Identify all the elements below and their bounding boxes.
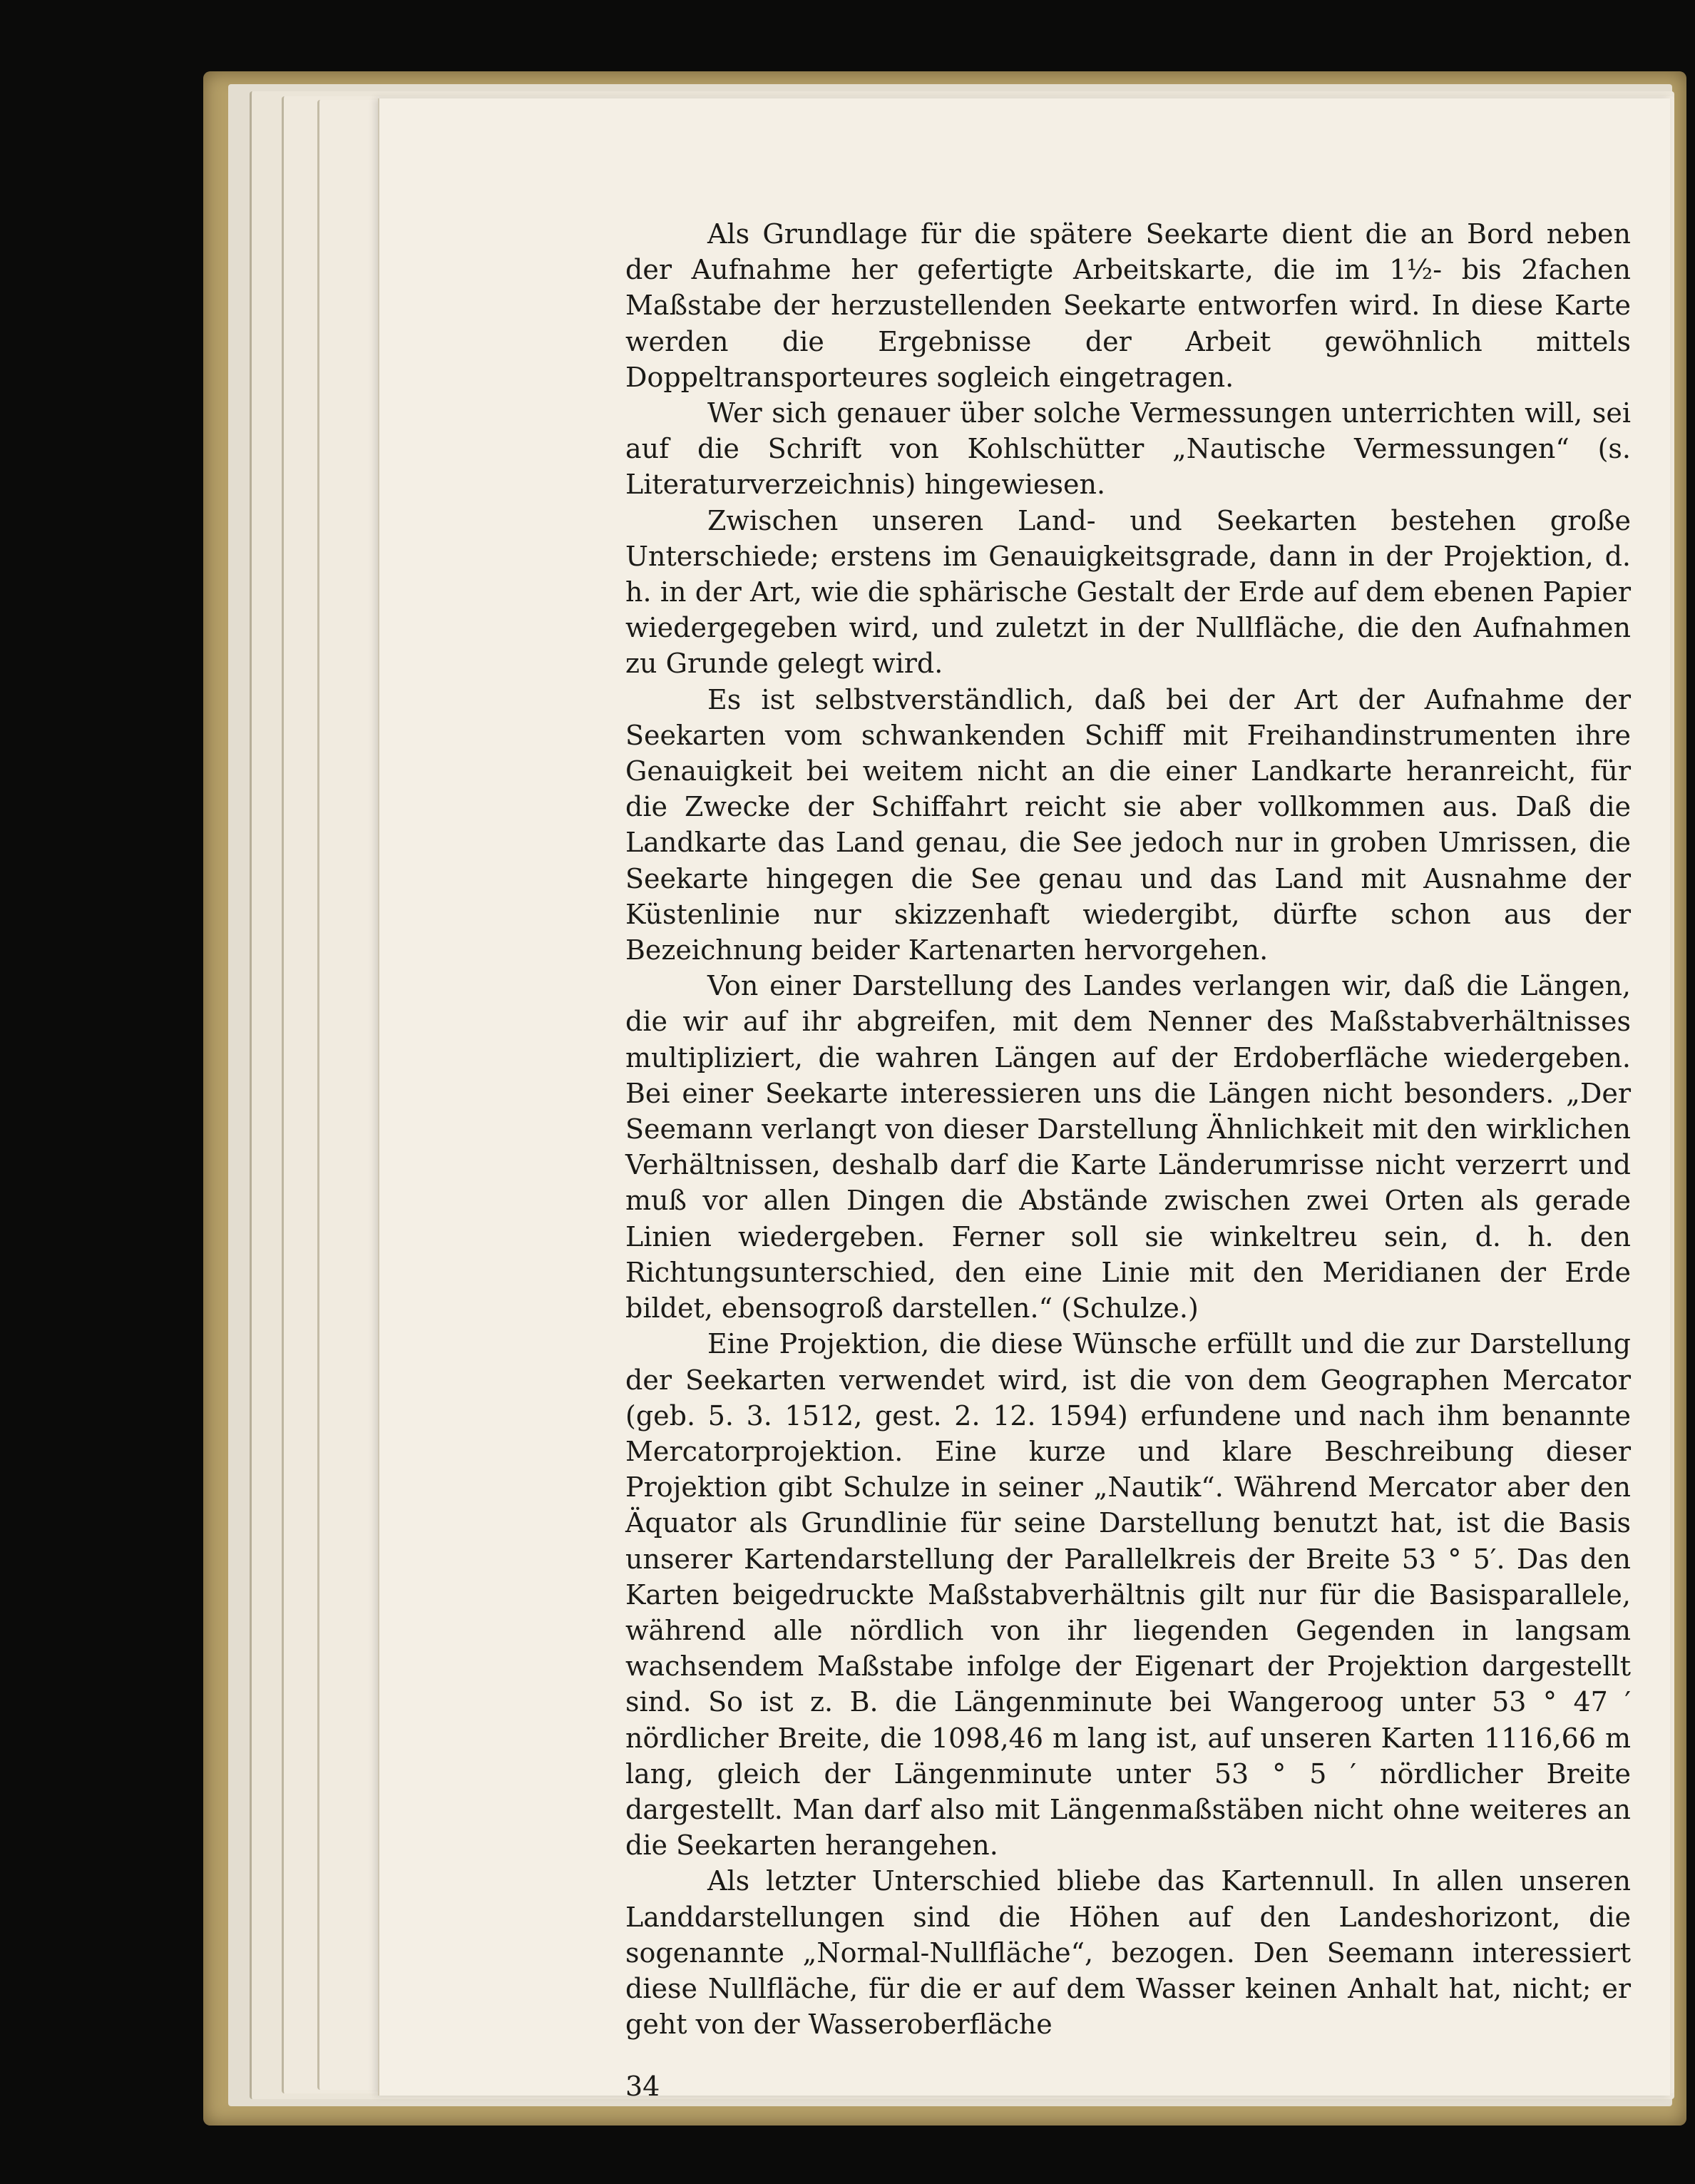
paragraph: Als Grundlage für die spätere Seekarte dient die an Bord neben der Aufnahme her gefertigte Arbeitskarte, die im 1½- bis 2fachen Maßstabe der herzustellenden Seekarte entworfen wird. In diese Karte werden die Ergebnisse der Arbeit gewöhnlich mittels Doppeltransporteures sogleich eingetragen. [625, 218, 1631, 393]
paragraph: Es ist selbstverständlich, daß bei der Art der Aufnahme der Seekarten vom schwankenden Schiff mit Freihandinstrumenten ihre Genauigkeit bei weitem nicht an die einer Landkarte heranreicht, für die Zwecke der Schiffahrt reicht sie aber vollkommen aus. Daß die Landkarte das Land genau, die See jedoch nur in groben Umrissen, die Seekarte hingegen die See genau und das Land mit Ausnahme der Küstenlinie nur skizzenhaft wiedergibt, dürfte schon aus der Bezeichnung beider Kartenarten hervorgehen. [625, 683, 1631, 966]
paragraph: Wer sich genauer über solche Vermessungen unterrichten will, sei auf die Schrift von Kohlschütter „Nautische Vermessungen“ (s. Literaturverzeichnis) hingewiesen. [625, 397, 1631, 501]
paragraph: Von einer Darstellung des Landes verlangen wir, daß die Längen, die wir auf ihr abgreifen, mit dem Nenner des Maßstabverhältnisses multipliziert, die wahren Längen auf der Erdoberfläche wiedergeben. Bei einer Seekarte interessieren uns die Längen nicht besonders. „Der Seemann verlangt von dieser Darstellung Ähnlichkeit mit den wirklichen Verhältnissen, deshalb darf die Karte Länderumrisse nicht verzerrt und muß vor allen Dingen die Abstände zwischen zwei Orten als gerade Linien wiedergeben. Ferner soll sie winkeltreu sein, d. h. den Richtungsunterschied, den eine Linie mit den Meridianen der Erde bildet, ebensogroß darstellen.“ (Schulze.) [625, 970, 1631, 1325]
page-body [625, 216, 1631, 2042]
paragraph: Als letzter Unterschied bliebe das Kartennull. In allen unseren Landdarstellungen sind die Höhen auf den Landeshorizont, die sogenannte „Normal-Nullfläche“, bezogen. Den Seemann interessiert diese Nullfläche, für die er auf dem Wasser keinen Anhalt hat, nicht; er geht von der Wasseroberfläche [625, 1865, 1631, 2041]
paragraph: Zwischen unseren Land- und Seekarten bestehen große Unterschiede; erstens im Genauigkeitsgrade, dann in der Projektion, d. h. in der Art, wie die sphärische Gestalt der Erde auf dem ebenen Papier wiedergegeben wird, und zuletzt in der Nullfläche, die den Aufnahmen zu Grunde gelegt wird. [625, 504, 1631, 680]
book-page [378, 98, 1670, 2102]
paragraph: Eine Projektion, die diese Wünsche erfüllt und die zur Darstellung der Seekarten verwendet wird, ist die von dem Geographen Mercator (geb. 5. 3. 1512, gest. 2. 12. 1594) erfundene und nach ihm benannte Mercatorprojektion. Eine kurze und klare Beschreibung dieser Projektion gibt Schulze in seiner „Nautik“. Während Mercator aber den Äquator als Grundlinie für seine Darstellung benutzt hat, ist die Basis unserer Kartendarstellung der Parallelkreis der Breite 53 ° 5′. Das den Karten beigedruckte Maßstabverhältnis gilt nur für die Basisparallele, während alle nördlich von ihr liegenden Gegenden in langsam wachsendem Maßstabe infolge der Eigenart der Projektion dargestellt sind. So ist z. B. die Längenminute bei Wangeroog unter 53 ° 47 ′ nördlicher Breite, die 1098,46 m lang ist, auf unseren Karten 1116,66 m lang, gleich der Längenminute unter 53 ° 5 ′ nördlicher Breite dargestellt. Man darf also mit Längenmaßstäben nicht ohne weiteres an die Seekarten herangehen. [625, 1328, 1631, 1862]
page-number: 34 [625, 2071, 660, 2102]
